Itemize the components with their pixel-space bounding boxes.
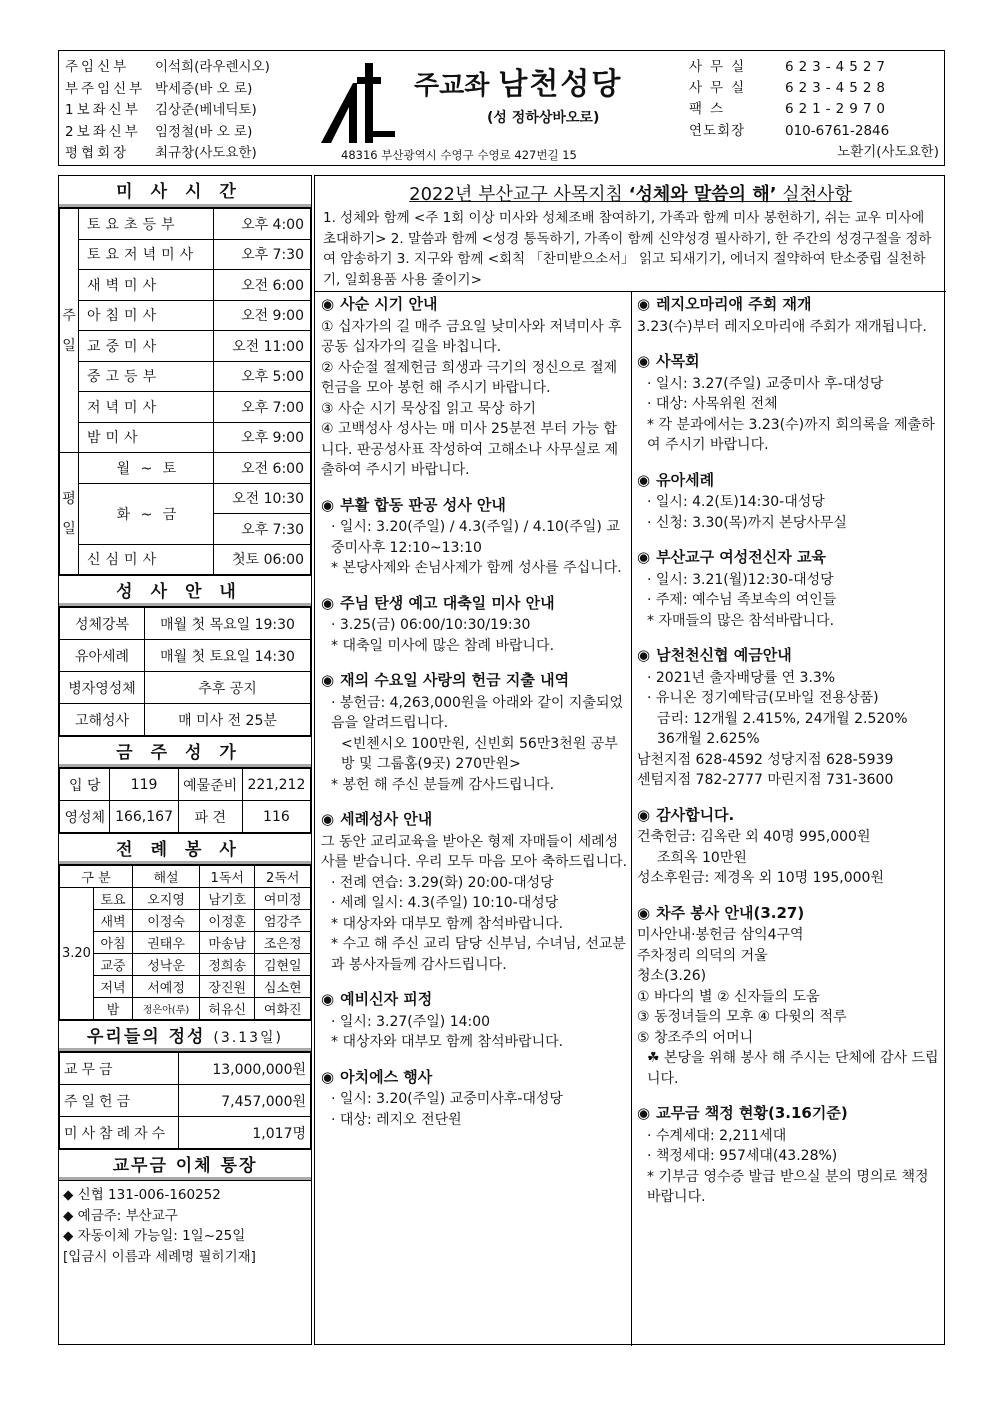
offerings-title: [59, 1020, 311, 1052]
hymn-label: 입 당: [60, 769, 110, 801]
staff-role: 2보좌신부: [65, 123, 141, 140]
mass-name: 토요초등부: [79, 209, 214, 240]
liturgy-mass: 새벽: [93, 910, 132, 932]
sacrament-name: 유아세례: [60, 640, 145, 672]
hymn-row: [60, 801, 311, 833]
liturgy-row: [60, 976, 311, 998]
left-sidebar: [58, 175, 312, 1345]
bullet-icon: ◉: [637, 805, 651, 824]
liturgy-minister: 이정숙: [133, 910, 200, 932]
sacrament-name: 고해성사: [60, 704, 145, 736]
notice-line: · 일시: 3.21(월)12:30-대성당: [647, 571, 834, 588]
mass-name: 화 ~ 금: [79, 483, 214, 544]
church-name: 남천성당: [498, 67, 623, 102]
offering-row: [60, 1117, 311, 1149]
notice-title-text: 사목회: [656, 352, 700, 370]
notice-title-text: 부산교구 여성전신자 교육: [656, 548, 826, 566]
liturgy-date: 3.20: [60, 888, 94, 1020]
notice-line: 금리: 12개월 2.415%, 24개월 2.520%: [657, 710, 908, 727]
notice-title-text: 사순 시기 안내: [340, 295, 438, 313]
guideline-title: [323, 180, 938, 206]
notice-line: * 대상자와 대부모 함께 참석바랍니다.: [331, 1034, 564, 1050]
notice-line: ⑤ 창조주의 어머니: [637, 1029, 754, 1046]
staff-name: 박세증(바 오 로): [155, 80, 253, 97]
contact-label: 팩스: [689, 101, 732, 118]
offering-name: 교무금: [60, 1053, 179, 1085]
liturgy-header: 1독서: [200, 866, 255, 888]
bullet-icon: ◉: [637, 470, 651, 489]
mass-row: [60, 422, 311, 453]
bullet-icon: ◉: [321, 810, 335, 828]
notice-title: [637, 805, 942, 826]
mass-group-sunday: [60, 209, 79, 453]
liturgy-mass: 밤: [93, 998, 132, 1020]
mass-time: 첫토 06:00: [214, 544, 311, 575]
notice-title: [637, 645, 942, 666]
notice-line: 건축헌금: 김옥란 외 40명 995,000원: [637, 829, 871, 845]
mass-time: 오전 6:00: [214, 453, 311, 484]
notice-line: · 주제: 예수님 족보속의 여인들: [647, 592, 837, 608]
mass-name: 아침미사: [79, 300, 214, 331]
offering-row: [60, 1085, 311, 1117]
bullet-icon: ◉: [637, 548, 651, 566]
transfer-line: ◆ 예금주: 부산교구: [63, 1207, 178, 1224]
bullet-icon: ◉: [321, 1067, 335, 1086]
mass-row: [60, 300, 311, 331]
notice-line: · 봉헌금: 4,263,000원을 아래와 같이 지출되었음을 알려드립니다.: [331, 694, 624, 731]
notice-title-text: 예비신자 피정: [340, 990, 433, 1008]
notice-line: 청소(3.26): [637, 968, 707, 984]
notice-line: ① 십자가의 길 매주 금요일 낮미사와 저녁미사 후 공동 십자가의 길을 바칩니다.: [321, 318, 622, 355]
staff-role: 주임신부: [65, 59, 130, 75]
patron-saint: (성 정하상바오로): [487, 110, 600, 126]
mass-time: 오전 11:00: [214, 331, 311, 362]
guideline-title-pre: 2022년 부산교구 사목지침: [409, 184, 629, 205]
notice-line: ② 사순절 절제헌금 희생과 극기의 정신으로 절제 헌금을 모아 봉헌 해 주시기 바랍니다.: [321, 359, 618, 396]
liturgy-table: [59, 865, 311, 1020]
notice-line: · 전례 연습: 3.29(화) 20:00-대성당: [331, 874, 554, 891]
church-logo: [317, 61, 397, 145]
staff-name: 최규창(사도요한): [155, 145, 257, 161]
mass-row: [60, 453, 311, 484]
notice-title: [321, 809, 629, 830]
hymn-number: 166,167: [110, 801, 178, 833]
guideline-title-bold: ‘성체와 말씀의 해’: [628, 184, 777, 205]
notice-title-text: 남천천신협 예금안내: [656, 646, 792, 664]
mass-row: [60, 270, 311, 301]
sacraments-title: 성사안내: [59, 575, 311, 607]
notice-line: 그 동안 교리교육을 받아온 형제 자매들이 세례성사를 받습니다. 우리 모두 마음 모아 축하드립니다.: [321, 833, 628, 870]
mass-row: [60, 392, 311, 423]
notice-line: * 봉헌 해 주신 분들께 감사드립니다.: [331, 776, 555, 793]
notice-line: ☘ 본당을 위해 봉사 해 주시는 단체에 감사 드립니다.: [647, 1050, 939, 1087]
notice-line: · 2021년 출자배당률 연 3.3%: [647, 669, 836, 686]
liturgy-minister: 김현일: [255, 954, 311, 976]
notice-item: [321, 495, 629, 579]
notice-line: · 책정세대: 957세대(43.28%): [647, 1148, 838, 1164]
notice-line: ③ 사순 시기 묵상집 읽고 묵상 하기: [321, 400, 537, 417]
notice-item: [637, 294, 942, 337]
notice-line: * 수고 해 주신 교리 담당 신부님, 수녀님, 선교분과 봉사자들께 감사드립니다.: [331, 936, 626, 973]
offering-name: 미사참례자수: [60, 1117, 179, 1149]
bullet-icon: ◉: [637, 1104, 651, 1122]
bulletin-page: [58, 50, 945, 1345]
offering-value: 7,457,000원: [179, 1085, 311, 1117]
notice-title: [637, 547, 942, 568]
notice-line: · 일시: 3.27(주일) 14:00: [331, 1013, 491, 1030]
mass-name: 밤미사: [79, 422, 214, 453]
staff-role: 부주임신부: [65, 80, 146, 97]
transfer-title: 교무금 이체 통장: [59, 1149, 311, 1181]
offerings-table: [59, 1052, 311, 1149]
notice-line: * 대상자와 대부모 함께 참석바랍니다.: [331, 915, 564, 932]
liturgy-title: 전례봉사: [59, 833, 311, 865]
yeondo-name: 노환기(사도요한): [837, 143, 939, 160]
liturgy-minister: 여미정: [255, 888, 311, 910]
mass-group-char: 일: [62, 520, 76, 537]
mass-row: [60, 483, 311, 514]
notice-line: · 유니온 정기예탁금(모바일 전용상품): [647, 690, 879, 706]
notice-item: [637, 645, 942, 791]
notice-line: · 수계세대: 2,211세대: [647, 1127, 787, 1144]
liturgy-row: [60, 954, 311, 976]
notice-line: · 일시: 3.20(주일) 교중미사후-대성당: [331, 1091, 563, 1107]
address: 48316 부산광역시 수영구 수영로 427번길 15: [341, 148, 577, 162]
notice-item: [321, 809, 629, 975]
notice-title: [321, 495, 629, 516]
notice-line: · 대상: 사목위원 전체: [647, 396, 778, 412]
notice-line: · 신청: 3.30(목)까지 본당사무실: [647, 514, 847, 531]
header: [58, 50, 945, 166]
sacrament-value: 추후 공지: [145, 672, 311, 704]
offerings-title-text: 우리들의 정성: [87, 1027, 206, 1047]
sacrament-value: 매 미사 전 25분: [145, 704, 311, 736]
notice-title-text: 아치에스 행사: [340, 1067, 433, 1086]
transfer-line: ◆ 신협 131-006-160252: [63, 1187, 221, 1203]
staff-role: 평협회장: [65, 145, 130, 161]
liturgy-header: 2독서: [255, 866, 311, 888]
notice-line: ① 바다의 별 ② 신자들의 도움: [637, 988, 820, 1005]
mass-row: [60, 361, 311, 392]
hymn-number: 119: [110, 769, 178, 801]
notice-item: [321, 294, 629, 481]
liturgy-row: [60, 932, 311, 954]
mass-name: 중고등부: [79, 361, 214, 392]
sacraments-table: [59, 607, 311, 736]
liturgy-minister: 여화진: [255, 998, 311, 1020]
notice-title: [637, 351, 942, 372]
offering-value: 13,000,000원: [179, 1053, 311, 1085]
bullet-icon: ◉: [637, 295, 651, 313]
bullet-icon: ◉: [321, 671, 335, 689]
notice-line: · 세례 일시: 4.3(주일) 10:10-대성당: [331, 895, 559, 911]
liturgy-mass: 저녁: [93, 976, 132, 998]
hymn-label: 영성체: [60, 801, 110, 833]
mass-time: 오후 7:30: [214, 514, 311, 545]
liturgy-mass: 토요: [93, 888, 132, 910]
mass-group-char: 평: [62, 490, 76, 507]
mass-time: 오후 7:00: [214, 392, 311, 423]
notice-title: [321, 294, 629, 315]
mass-time: 오전 10:30: [214, 483, 311, 514]
notice-title-text: 레지오마리애 주회 재개: [656, 295, 812, 313]
contact-label: 사무실: [689, 59, 753, 75]
liturgy-minister: 장진원: [200, 976, 255, 998]
guideline-text: 1. 성체와 함께 <주 1회 이상 미사와 성체조배 참여하기, 가족과 함께 미사 봉헌하기, 쉬는 교우 미사에 초대하기> 2. 말씀과 함께 <성경 통독하기, 가족이 함께 신약성경 필사하기, 한 주간의 성경구절을 정하여 암송하기 3. 지구와 함께 <회칙 「찬미받으소서」 읽고 되새기기, 에너지 절약하여 탄소중립 실천하기, 일회용품 사용 줄이기>: [323, 210, 932, 288]
notice-title: [637, 1103, 942, 1124]
offering-row: [60, 1053, 311, 1085]
sacrament-row: [60, 640, 311, 672]
bullet-icon: ◉: [637, 352, 651, 370]
notice-line: 주차정리 의덕의 거울: [637, 947, 768, 964]
bullet-icon: ◉: [321, 593, 335, 612]
liturgy-minister: 정은아(루): [133, 998, 200, 1020]
notice-title: [637, 903, 942, 924]
mass-time: 오후 7:30: [214, 239, 311, 270]
notice-line: ③ 동정녀들의 모후 ④ 다윗의 적루: [637, 1009, 847, 1025]
staff-list: [65, 57, 270, 165]
notice-title-text: 감사합니다.: [656, 805, 735, 824]
liturgy-minister: 마송남: [200, 932, 255, 954]
bullet-icon: ◉: [321, 295, 335, 313]
hymns-title: 금주성가: [59, 736, 311, 768]
transfer-line: ◆ 자동이체 가능일: 1일~25일: [63, 1228, 246, 1244]
mass-name: 새벽미사: [79, 270, 214, 301]
notice-line: * 기부금 영수증 발급 받으실 분의 명의로 책정 바랍니다.: [647, 1168, 929, 1205]
notice-line: ④ 고백성사 성사는 매 미사 25분전 부터 가능 합니다. 판공성사표 작성하여 고해소나 사무실로 제출하여 주시기 바랍니다.: [321, 421, 619, 478]
guideline-title-post: 실천사항: [776, 184, 852, 205]
liturgy-mass: 아침: [93, 932, 132, 954]
mass-times-table: [59, 208, 311, 575]
sacrament-row: [60, 672, 311, 704]
notice-line: * 대축일 미사에 많은 참례 바랍니다.: [331, 637, 555, 654]
mass-name: 신심미사: [79, 544, 214, 575]
notice-line: * 각 분과에서는 3.23(수)까지 회의록을 제출하여 주시기 바랍니다.: [647, 416, 935, 453]
hymn-row: [60, 769, 311, 801]
staff-name: 임정철(바 오 로): [155, 123, 253, 140]
liturgy-minister: 엄강주: [255, 910, 311, 932]
liturgy-row: [60, 888, 311, 910]
mass-row: [60, 239, 311, 270]
liturgy-minister: 권태우: [133, 932, 200, 954]
mass-group-weekday: [60, 453, 79, 575]
contacts: [689, 57, 939, 163]
contact-label: 사무실: [689, 80, 753, 97]
hymn-number: 221,212: [242, 769, 310, 801]
right-content: [314, 175, 945, 1345]
transfer-line: [입금시 이름과 세례명 필히기재]: [63, 1248, 256, 1265]
hymn-number: 116: [242, 801, 310, 833]
contact-number: 623-4528: [785, 80, 890, 97]
offering-value: 1,017명: [179, 1117, 311, 1149]
notice-title: [637, 294, 942, 315]
notice-line: 성소후원금: 제경옥 외 10명 195,000원: [637, 870, 884, 886]
sacrament-value: 매월 첫 토요일 14:30: [145, 640, 311, 672]
liturgy-minister: 남기호: [200, 888, 255, 910]
liturgy-minister: 허유신: [200, 998, 255, 1020]
notice-item: [321, 989, 629, 1053]
notices-left-column: [321, 294, 629, 1144]
liturgy-minister: 오지영: [133, 888, 200, 910]
notice-item: [637, 805, 942, 889]
notice-line: 남천지점 628-4592 성당지점 628-5939: [637, 751, 894, 768]
mass-row: [60, 331, 311, 362]
staff-name: 김상준(베네딕토): [155, 102, 257, 118]
sacrament-name: 병자영성체: [60, 672, 145, 704]
notice-line: · 대상: 레지오 전단원: [331, 1111, 462, 1128]
mass-time: 오후 9:00: [214, 422, 311, 453]
notice-line: · 3.25(금) 06:00/10:30/19:30: [331, 617, 531, 633]
bullet-icon: ◉: [637, 646, 651, 664]
notice-item: [637, 351, 942, 456]
notice-item: [321, 670, 629, 795]
notice-line: · 일시: 4.2(토)14:30-대성당: [647, 494, 825, 510]
notice-line: <빈첸시오 100만원, 신빈회 56만3천원 공부방 및 그룹홈(9곳) 270만원>: [341, 735, 618, 772]
bullet-icon: ◉: [321, 990, 335, 1008]
mass-name: 교중미사: [79, 331, 214, 362]
hymn-label: 예물준비: [178, 769, 242, 801]
liturgy-mass: 교중: [93, 954, 132, 976]
sacrament-name: 성체강복: [60, 608, 145, 640]
liturgy-header: 해설: [133, 866, 200, 888]
offerings-date: (3.13일): [213, 1030, 283, 1046]
contact-label: 연도회장: [689, 122, 746, 139]
notice-item: [321, 593, 629, 657]
mass-name: 저녁미사: [79, 392, 214, 423]
mass-time: 오후 4:00: [214, 209, 311, 240]
liturgy-row: [60, 998, 311, 1020]
notice-title: [637, 470, 942, 491]
sacrament-value: 매월 첫 목요일 19:30: [145, 608, 311, 640]
contact-number: 010-6761-2846: [785, 122, 890, 139]
notice-title: [321, 593, 629, 614]
offering-name: 주일헌금: [60, 1085, 179, 1117]
bullet-icon: ◉: [321, 495, 335, 514]
sacrament-row: [60, 704, 311, 736]
column-divider: [631, 292, 632, 1346]
notice-line: 미사안내·봉헌금 삼익4구역: [637, 927, 804, 943]
notice-title: [321, 1067, 629, 1088]
liturgy-header-row: [60, 866, 311, 888]
mass-name: 월 ~ 토: [79, 453, 214, 484]
notice-title-text: 차주 봉사 안내(3.27): [656, 903, 805, 922]
mass-name: 토요저녁미사: [79, 239, 214, 270]
liturgy-minister: 이정훈: [200, 910, 255, 932]
notice-item: [637, 547, 942, 631]
notice-title-text: 부활 합동 판공 성사 안내: [340, 495, 506, 514]
notice-line: 조희옥 10만원: [657, 849, 747, 866]
notice-item: [637, 903, 942, 1090]
liturgy-header: 구 분: [60, 866, 133, 888]
sacrament-row: [60, 608, 311, 640]
notices-right-column: [637, 294, 942, 1222]
notice-line: 36개월 2.625%: [657, 731, 760, 747]
mass-time: 오전 9:00: [214, 300, 311, 331]
contact-number: 621-2970: [785, 101, 890, 118]
notice-title: [321, 989, 629, 1010]
liturgy-minister: 정희송: [200, 954, 255, 976]
transfer-info: [59, 1181, 311, 1271]
notice-line: · 일시: 3.27(주일) 교중미사 후-대성당: [647, 375, 884, 392]
notice-line: · 일시: 3.20(주일) / 4.3(주일) / 4.10(주일) 교중미사후 12:10~13:10: [331, 519, 620, 556]
liturgy-row: [60, 910, 311, 932]
mass-time: 오전 6:00: [214, 270, 311, 301]
notice-title-text: 세례성사 안내: [340, 810, 433, 828]
mass-row: [60, 544, 311, 575]
notice-item: [637, 470, 942, 534]
church-prefix: 주교좌: [414, 71, 490, 101]
notice-title-text: 재의 수요일 사랑의 헌금 지출 내역: [340, 671, 570, 689]
mass-time: 오후 5:00: [214, 361, 311, 392]
staff-role: 1보좌신부: [65, 102, 141, 118]
mass-times-title: 미사시간: [59, 176, 311, 208]
notice-line: 3.23(수)부터 레지오마리애 주회가 재개됩니다.: [637, 318, 927, 335]
bullet-icon: ◉: [637, 903, 651, 922]
liturgy-minister: 성낙운: [133, 954, 200, 976]
notice-title: [321, 670, 629, 691]
notice-item: [321, 1067, 629, 1131]
liturgy-minister: 심소현: [255, 976, 311, 998]
mass-row: [60, 209, 311, 240]
notice-line: * 자매들의 많은 참석바랍니다.: [647, 612, 835, 629]
hymns-table: [59, 768, 311, 833]
liturgy-minister: 조은정: [255, 932, 311, 954]
staff-name: 이석희(라우렌시오): [155, 59, 270, 75]
notice-line: 센텀지점 782-2777 마린지점 731-3600: [637, 772, 894, 788]
notice-title-text: 교무금 책정 현황(3.16기준): [656, 1104, 848, 1122]
hymn-label: 파 견: [178, 801, 242, 833]
mass-group-char: 일: [62, 337, 76, 354]
notice-line: * 본당사제와 손님사제가 함께 성사를 주십니다.: [331, 560, 622, 576]
notice-title-text: 주님 탄생 예고 대축일 미사 안내: [340, 593, 555, 612]
contact-number: 623-4527: [785, 59, 890, 75]
pastoral-guideline: [315, 176, 946, 292]
notice-title-text: 유아세례: [656, 470, 715, 489]
mass-group-char: 주: [62, 307, 76, 324]
church-title: [414, 59, 622, 103]
notice-item: [637, 1103, 942, 1208]
liturgy-minister: 서예정: [133, 976, 200, 998]
